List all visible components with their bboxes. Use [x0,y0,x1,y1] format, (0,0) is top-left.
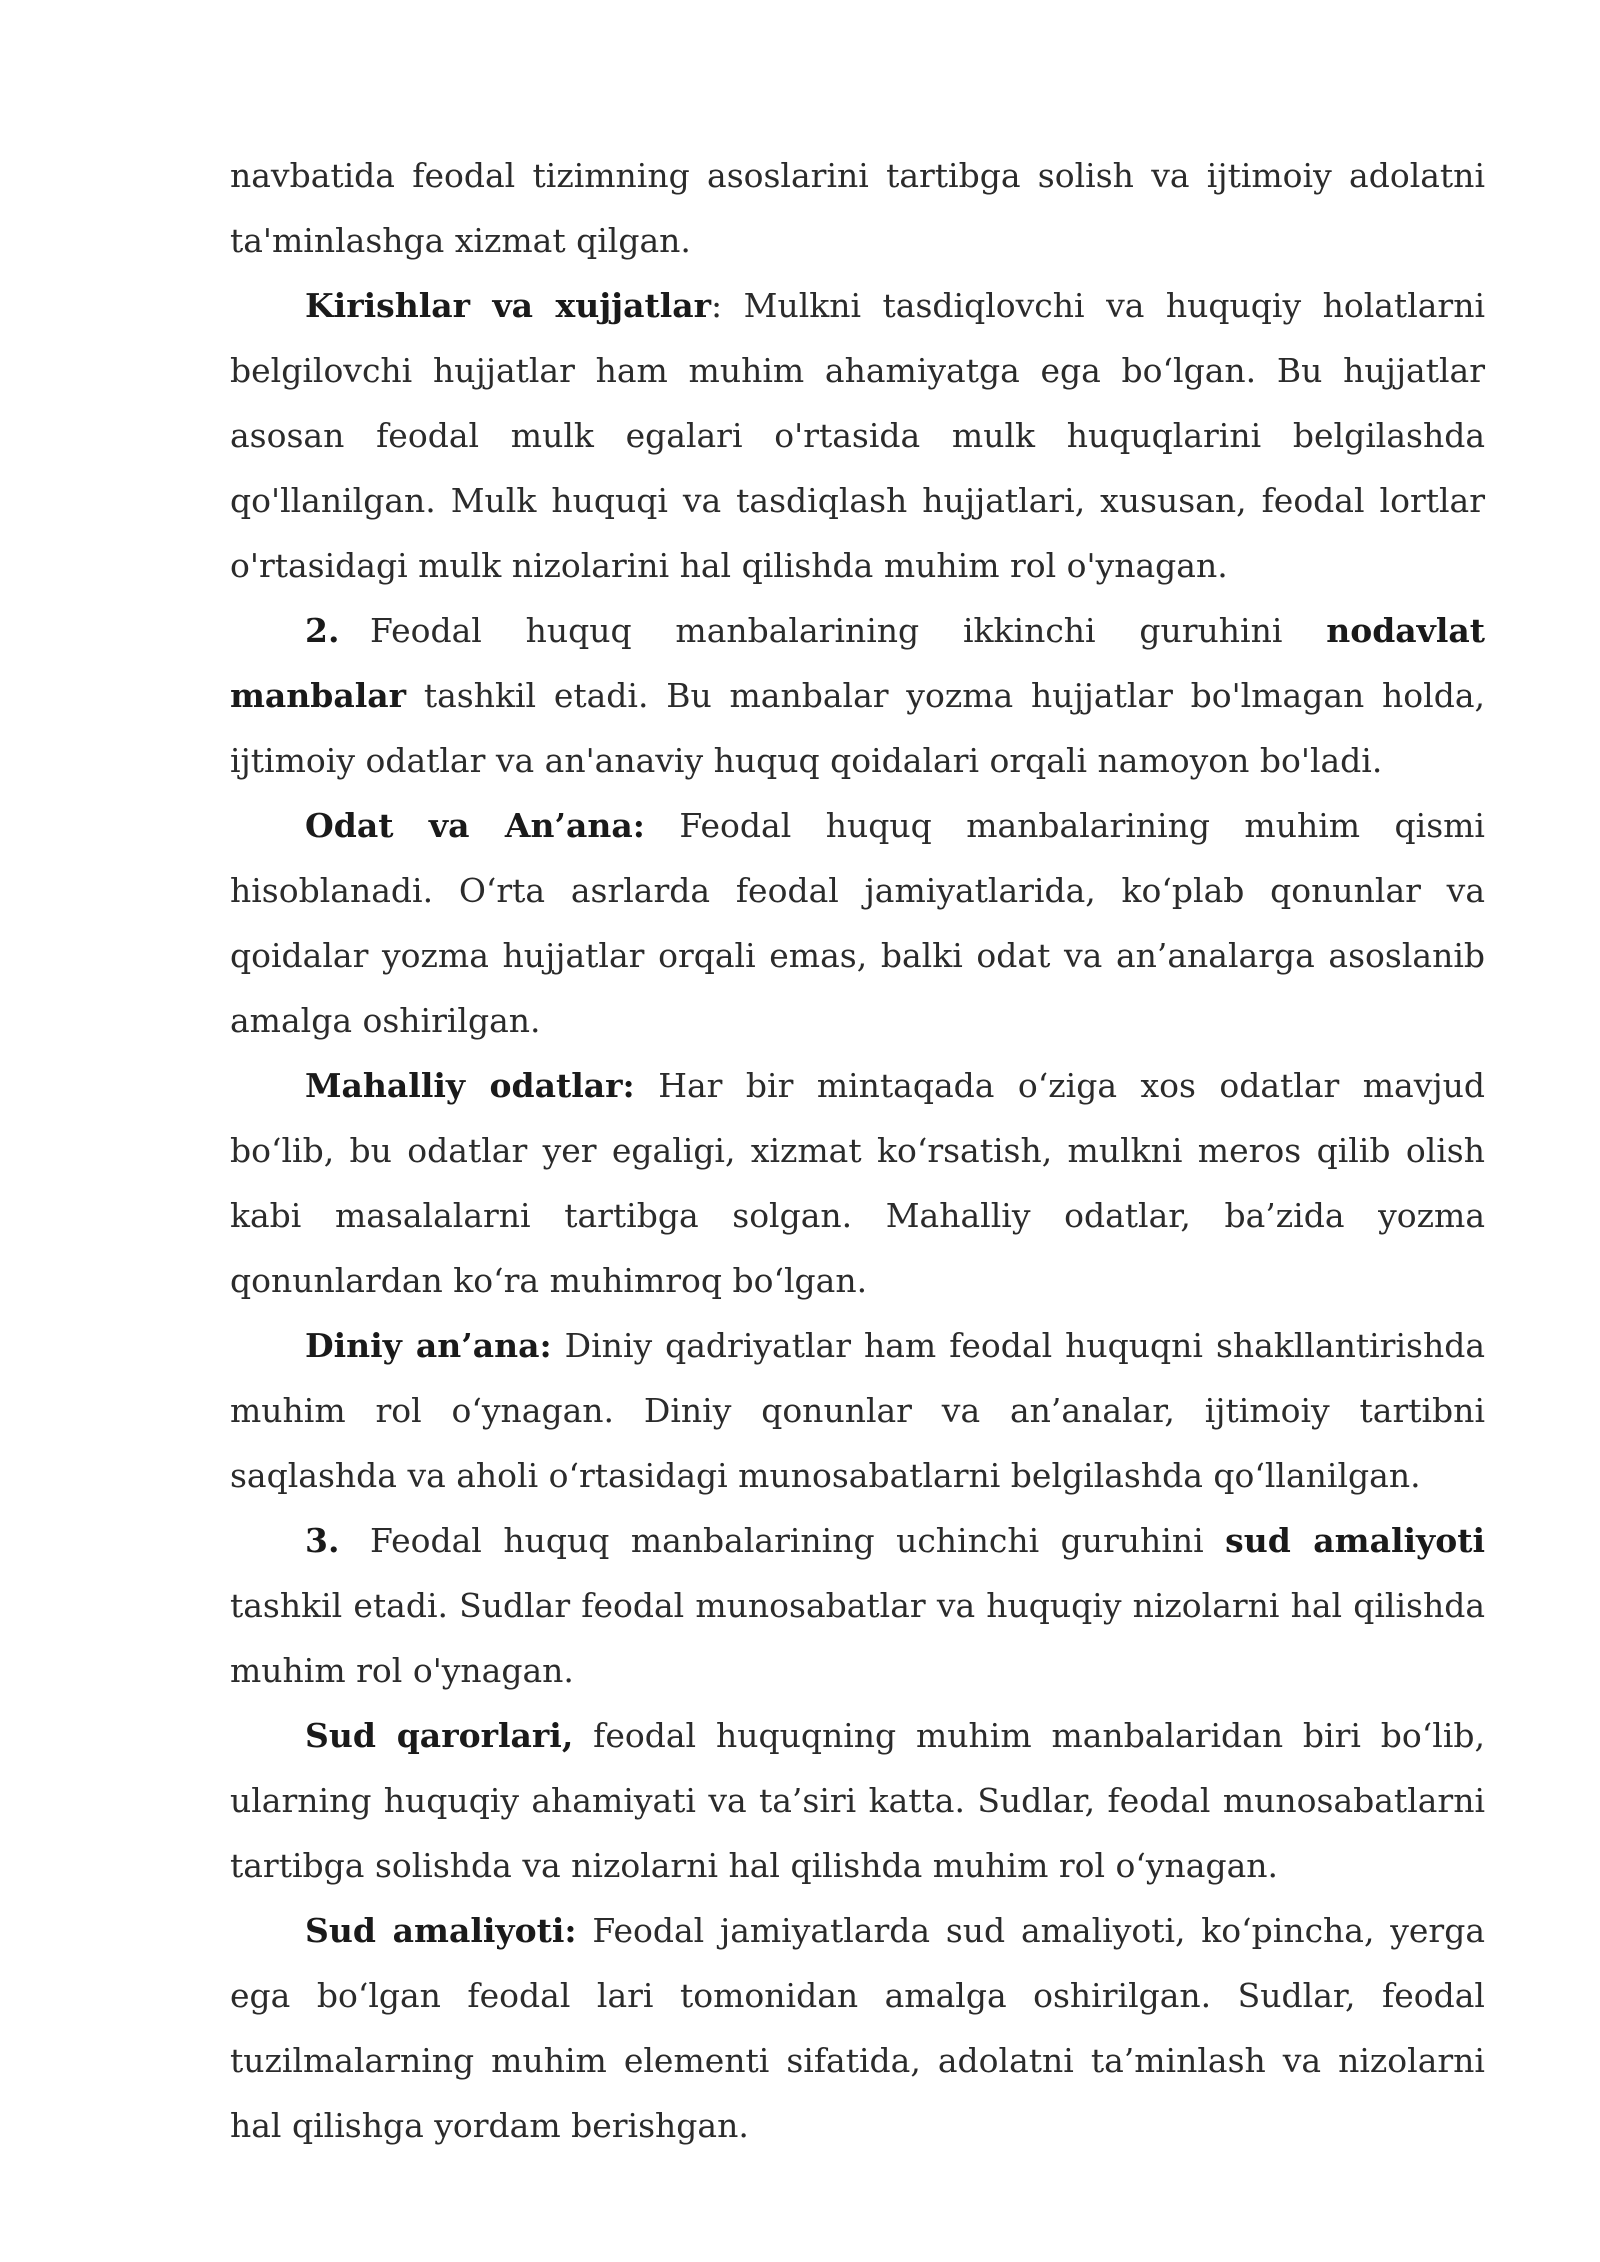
paragraph-group-3 [230,1508,1485,1703]
paragraph-religious-tradition [230,1313,1485,1508]
paragraph-text: tashkil etadi. Bu manbalar yozma hujjatlar bo'lmagan holda, ijtimoiy odatlar va an'anaviy huquq qoidalari orqali namoyon bo'ladi. [230,676,1485,780]
paragraph-court-decisions [230,1703,1485,1898]
document-body [230,143,1485,2158]
paragraph-text: Feodal jamiyatlarda sud amaliyoti, ko‘pincha, yerga ega bo‘lgan feodal lari tomonidan amalga oshirilgan. Sudlar, feodal tuzilmalarning muhim elementi sifatida, adolatni ta’minlash va nizolarni hal qilishga yordam berishgan. [230,1911,1485,2145]
term-heading: Mahalliy odatlar: [305,1066,635,1105]
term-heading: nodavlat manbalar [230,611,1485,715]
term-heading: Odat va An’ana: [305,806,645,845]
list-number: 3. [305,1521,340,1560]
paragraph-documents [230,273,1485,598]
term-heading: Sud amaliyoti: [305,1911,577,1950]
paragraph-text: navbatida feodal tizimning asoslarini tartibga solish va ijtimoiy adolatni ta'minlashga xizmat qilgan. [230,156,1485,260]
paragraph-group-2 [230,598,1485,793]
list-number: 2. [305,611,340,650]
term-heading: Kirishlar va xujjatlar [305,286,712,325]
term-heading: Diniy an’ana: [305,1326,552,1365]
paragraph-text: Feodal huquq manbalarining muhim qismi hisoblanadi. O‘rta asrlarda feodal jamiyatlarida, ko‘plab qonunlar va qoidalar yozma hujjatlar orqali emas, balki odat va an’analarga asoslanib amalga oshirilgan. [230,806,1485,1040]
paragraph-text: : Mulkni tasdiqlovchi va huquqiy holatlarni belgilovchi hujjatlar ham muhim ahamiyatga ega bo‘lgan. Bu hujjatlar asosan feodal mulk egalari o'rtasida mulk huquqlarini belgilashda qo'llanilgan. Mulk huquqi va tasdiqlash hujjatlari, xususan, feodal lortlar o'rtasidagi mulk nizolarini hal qilishda muhim rol o'ynagan. [230,286,1486,585]
paragraph-continuation [230,143,1485,273]
paragraph-local-customs [230,1053,1485,1313]
paragraph-court-practice [230,1898,1485,2158]
term-heading: sud amaliyoti [1225,1521,1486,1560]
paragraph-text: feodal huquqning muhim manbalaridan biri bo‘lib, ularning huquqiy ahamiyati va ta’siri katta. Sudlar, feodal munosabatlarni tartibga solishda va nizolarni hal qilishda muhim rol o‘ynagan. [230,1716,1485,1885]
paragraph-text: tashkil etadi. Sudlar feodal munosabatlar va huquqiy nizolarni hal qilishda muhim rol o'ynagan. [230,1586,1485,1690]
paragraph-text: Feodal huquq manbalarining ikkinchi guruhini [370,611,1327,650]
paragraph-custom-tradition [230,793,1485,1053]
term-heading: Sud qarorlari, [305,1716,574,1755]
paragraph-text: Feodal huquq manbalarining uchinchi guruhini [370,1521,1226,1560]
paragraph-text: Har bir mintaqada o‘ziga xos odatlar mavjud bo‘lib, bu odatlar yer egaligi, xizmat ko‘rsatish, mulkni meros qilib olish kabi masalalarni tartibga solgan. Mahalliy odatlar, ba’zida yozma qonunlardan ko‘ra muhimroq bo‘lgan. [230,1066,1485,1300]
paragraph-text: Diniy qadriyatlar ham feodal huquqni shakllantirishda muhim rol o‘ynagan. Diniy qonunlar va an’analar, ijtimoiy tartibni saqlashda va aholi o‘rtasidagi munosabatlarni belgilashda qo‘llanilgan. [230,1326,1486,1495]
